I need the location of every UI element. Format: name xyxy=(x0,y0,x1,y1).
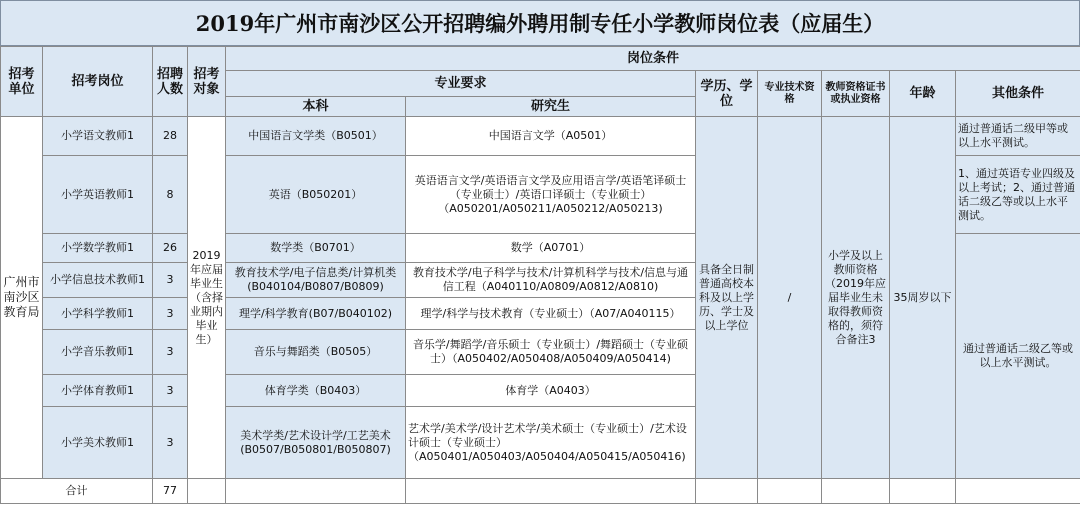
count-cell: 3 xyxy=(153,330,188,375)
teacher-cert-cell: 小学及以上教师资格（2019年应届毕业生未取得教师资格的，须符合备注3 xyxy=(822,117,890,479)
page-title: 2019年广州市南沙区公开招聘编外聘用制专任小学教师岗位表（应届生） xyxy=(0,0,1080,46)
table-row xyxy=(1,117,1080,156)
count-cell: 3 xyxy=(153,263,188,298)
grad-cell: 数学（A0701） xyxy=(406,234,696,263)
undergrad-cell: 体育学类（B0403） xyxy=(226,375,406,407)
header-unit: 招考单位 xyxy=(1,47,43,117)
header-position: 招考岗位 xyxy=(43,47,153,117)
empty-cell xyxy=(226,479,406,504)
grad-cell: 理学/科学与技术教育（专业硕士）（A07/A040115） xyxy=(406,298,696,330)
other-cell: 1、通过英语专业四级及以上考试；2、通过普通话二级乙等或以上水平测试。 xyxy=(956,156,1080,234)
position-cell: 小学英语教师1 xyxy=(43,156,153,234)
count-cell: 8 xyxy=(153,156,188,234)
empty-cell xyxy=(822,479,890,504)
total-row xyxy=(1,479,1080,504)
count-cell: 26 xyxy=(153,234,188,263)
total-count: 77 xyxy=(153,479,188,504)
position-cell: 小学科学教师1 xyxy=(43,298,153,330)
undergrad-cell: 美术学类/艺术设计学/工艺美术(B0507/B050801/B050807) xyxy=(226,407,406,479)
undergrad-cell: 数学类（B0701） xyxy=(226,234,406,263)
position-cell: 小学数学教师1 xyxy=(43,234,153,263)
header-undergrad: 本科 xyxy=(226,97,406,117)
header-target: 招考对象 xyxy=(188,47,226,117)
positions-table xyxy=(0,46,1080,504)
position-cell: 小学信息技术教师1 xyxy=(43,263,153,298)
position-cell: 小学美术教师1 xyxy=(43,407,153,479)
empty-cell xyxy=(956,479,1080,504)
header-conditions: 岗位条件 xyxy=(226,47,1080,71)
header-teacher-cert: 教师资格证书或执业资格 xyxy=(822,71,890,117)
count-cell: 3 xyxy=(153,407,188,479)
empty-cell xyxy=(890,479,956,504)
header-other: 其他条件 xyxy=(956,71,1080,117)
empty-cell xyxy=(188,479,226,504)
undergrad-cell: 教育技术学/电子信息类/计算机类(B040104/B0807/B0809) xyxy=(226,263,406,298)
grad-cell: 体育学（A0403） xyxy=(406,375,696,407)
other-cell: 通过普通话二级乙等或以上水平测试。 xyxy=(956,234,1080,479)
header-education: 学历、学位 xyxy=(696,71,758,117)
empty-cell xyxy=(406,479,696,504)
total-label: 合计 xyxy=(1,479,153,504)
count-cell: 28 xyxy=(153,117,188,156)
grad-cell: 中国语言文学（A0501） xyxy=(406,117,696,156)
age-cell: 35周岁以下 xyxy=(890,117,956,479)
undergrad-cell: 英语（B050201） xyxy=(226,156,406,234)
unit-cell: 广州市南沙区教育局 xyxy=(1,117,43,479)
position-cell: 小学语文教师1 xyxy=(43,117,153,156)
header-tech-cert: 专业技术资格 xyxy=(758,71,822,117)
grad-cell: 音乐学/舞蹈学/音乐硕士（专业硕士）/舞蹈硕士（专业硕士）（A050402/A050408/A050409/A050414) xyxy=(406,330,696,375)
header-major-requirements: 专业要求 xyxy=(226,71,696,97)
undergrad-cell: 中国语言文学类（B0501） xyxy=(226,117,406,156)
tech-cert-cell: / xyxy=(758,117,822,479)
other-cell: 通过普通话二级甲等或以上水平测试。 xyxy=(956,117,1080,156)
position-cell: 小学音乐教师1 xyxy=(43,330,153,375)
position-cell: 小学体育教师1 xyxy=(43,375,153,407)
target-cell: 2019年应届毕业生（含择业期内毕业生） xyxy=(188,117,226,479)
header-grad: 研究生 xyxy=(406,97,696,117)
header-age: 年龄 xyxy=(890,71,956,117)
undergrad-cell: 音乐与舞蹈类（B0505） xyxy=(226,330,406,375)
grad-cell: 英语语言文学/英语语言文学及应用语言学/英语笔译硕士（专业硕士）/英语口译硕士（专业硕士）（A050201/A050211/A050212/A050213) xyxy=(406,156,696,234)
empty-cell xyxy=(758,479,822,504)
grad-cell: 教育技术学/电子科学与技术/计算机科学与技术/信息与通信工程（A040110/A0809/A0812/A0810) xyxy=(406,263,696,298)
education-cell: 具备全日制普通高校本科及以上学历、学士及以上学位 xyxy=(696,117,758,479)
grad-cell: 艺术学/美术学/设计艺术学/美术硕士（专业硕士）/艺术设计硕士（专业硕士）（A050401/A050403/A050404/A050415/A050416) xyxy=(406,407,696,479)
count-cell: 3 xyxy=(153,298,188,330)
header-count: 招聘人数 xyxy=(153,47,188,117)
count-cell: 3 xyxy=(153,375,188,407)
undergrad-cell: 理学/科学教育(B07/B040102) xyxy=(226,298,406,330)
empty-cell xyxy=(696,479,758,504)
